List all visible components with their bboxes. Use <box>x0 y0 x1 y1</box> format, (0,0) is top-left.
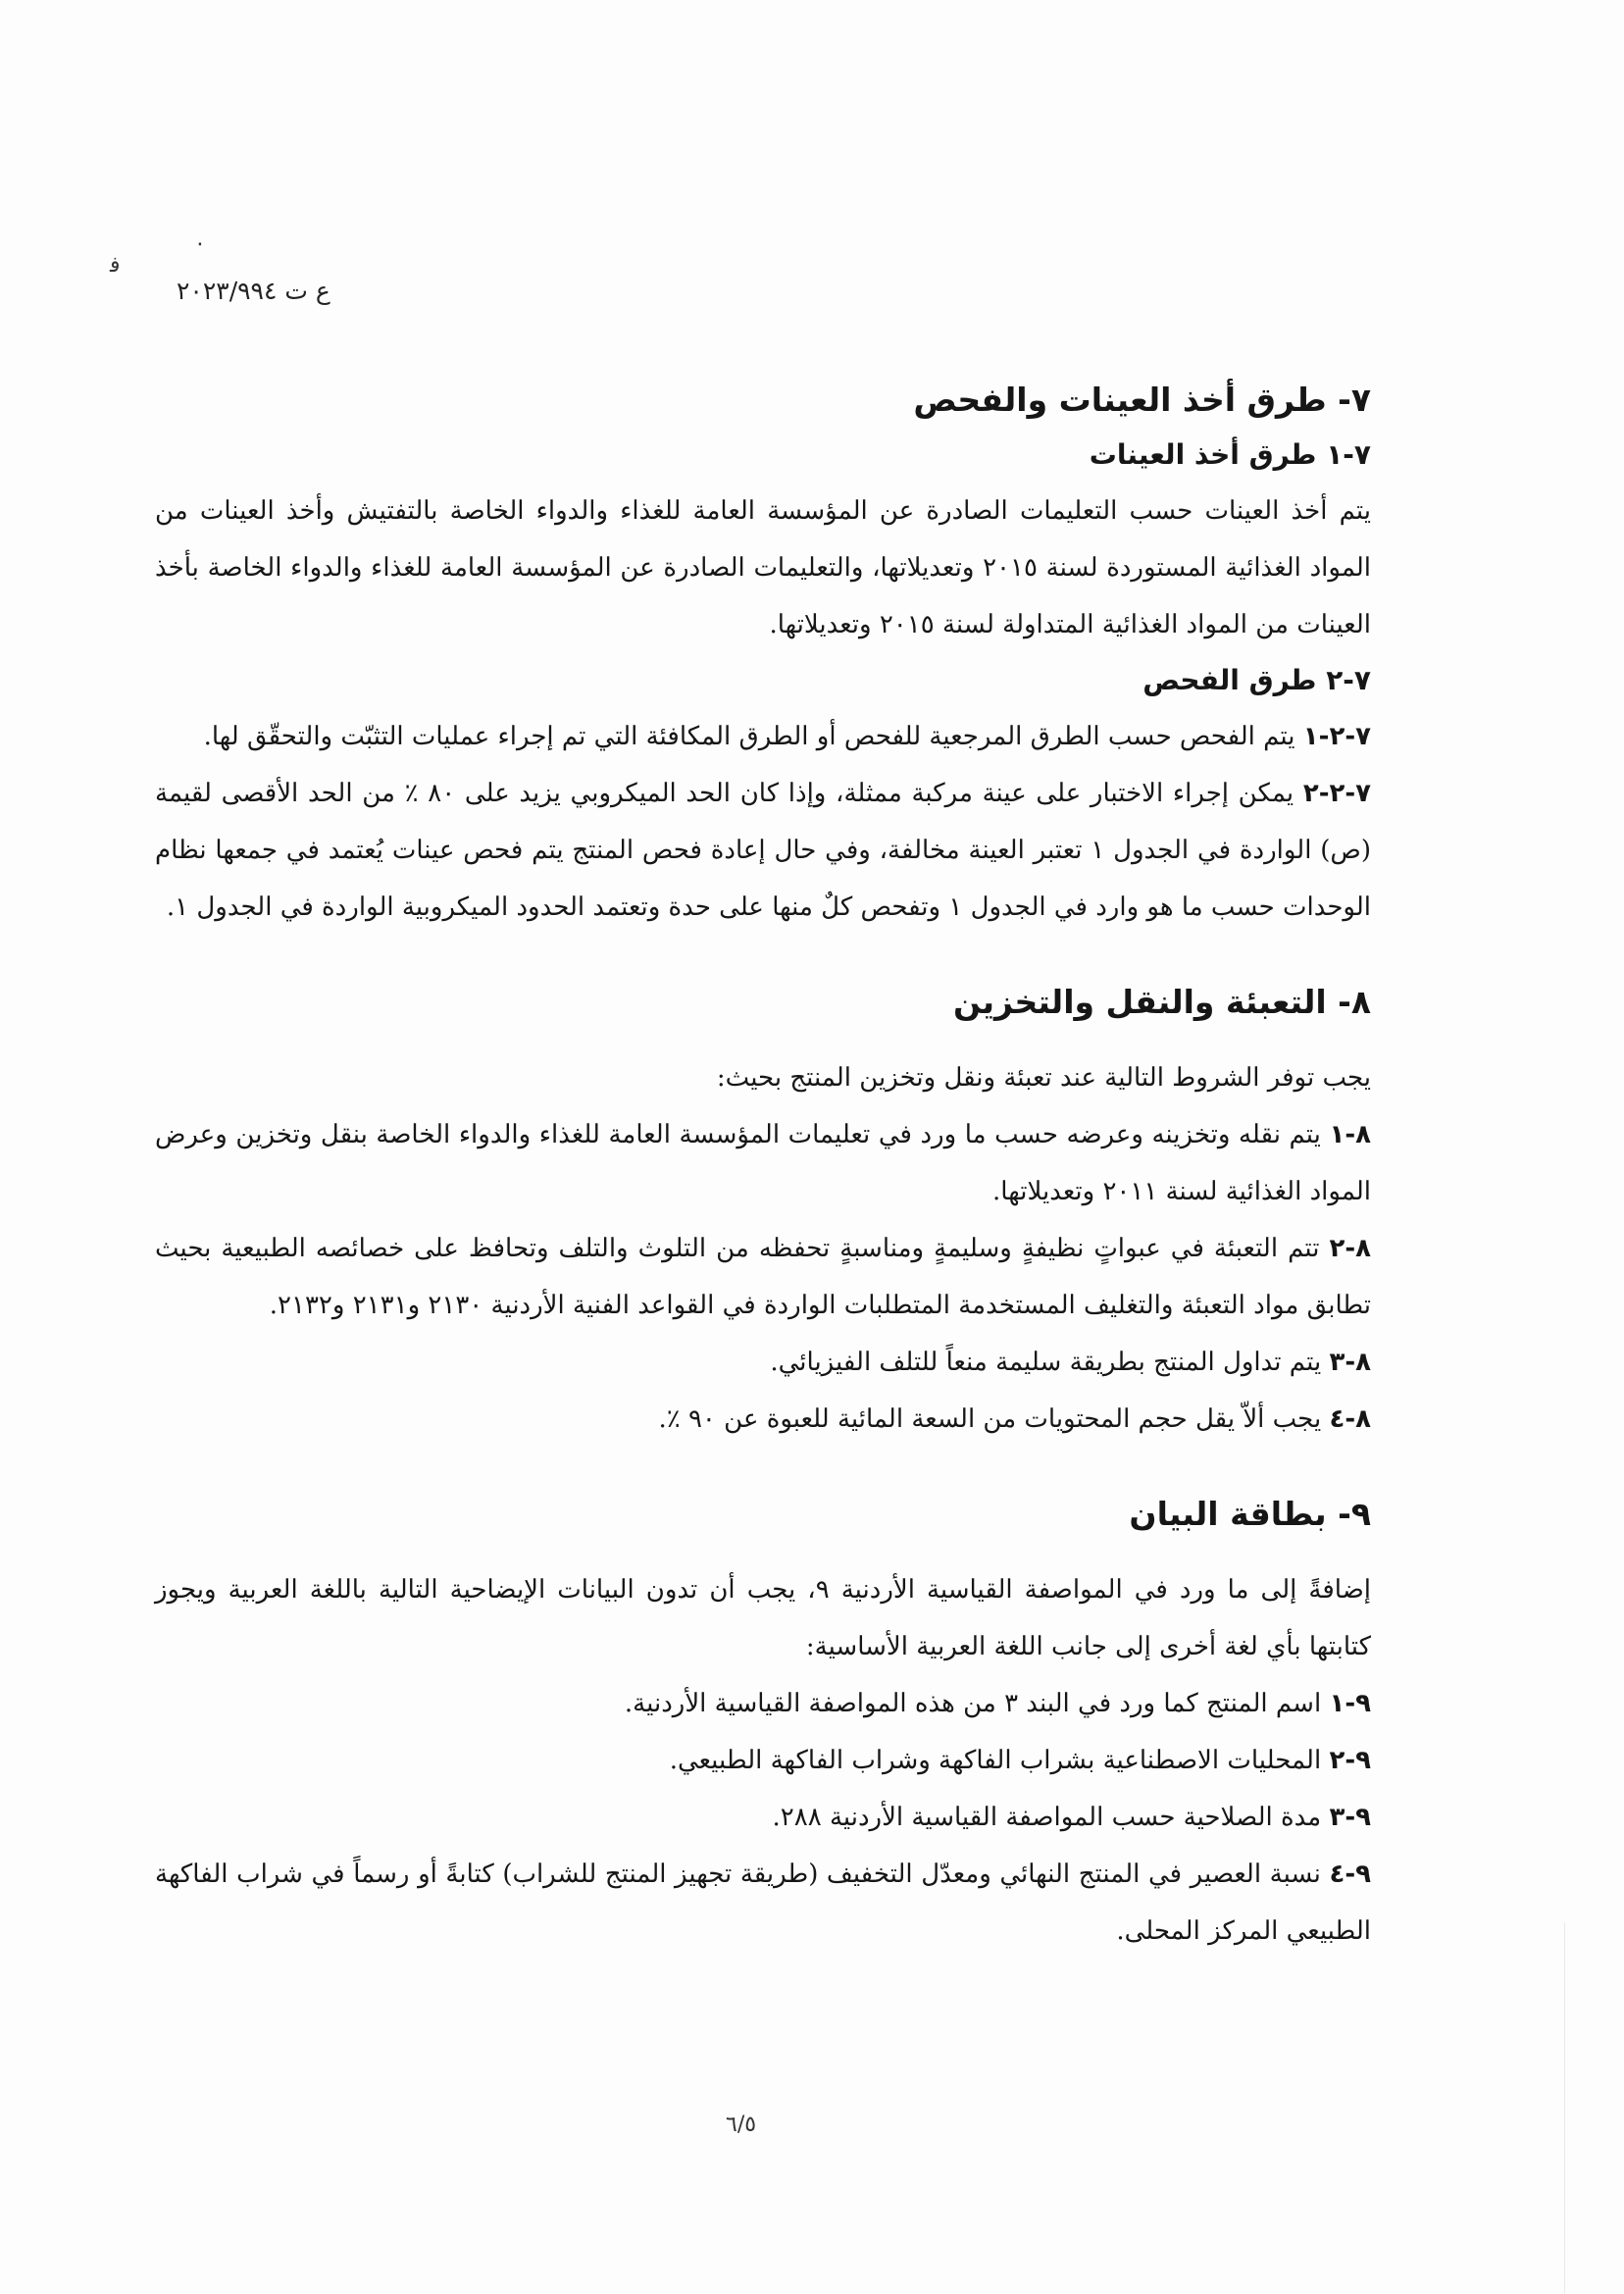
clause-number: ٨-٣ <box>1329 1348 1371 1377</box>
clause-7-2-1 <box>155 708 1371 765</box>
section-9-intro: إضافةً إلى ما ورد في المواصفة القياسية الأردنية ٩، يجب أن تدون البيانات الإيضاحية التالية باللغة العربية ويجوز كتابتها بأي لغة أخرى إلى جانب اللغة العربية الأساسية: <box>155 1575 1371 1661</box>
clause-text: يمكن إجراء الاختبار على عينة مركبة ممثلة، وإذا كان الحد الميكروبي يزيد على ٨٠ ٪ من الحد الأقصى لقيمة (ص) الواردة في الجدول ١ تعتبر العينة مخالفة، وفي حال إعادة فحص المنتج يتم فحص عينات يُعتمد في جمعها نظام الوحدات حسب ما هو وارد في الجدول ١ وتفحص كلٌ منها على حدة وتعتمد الحدود الميكروبية الواردة في الجدول ١. <box>155 779 1371 922</box>
clause-8-3 <box>155 1334 1371 1391</box>
clause-text: المحليات الاصطناعية بشراب الفاكهة وشراب الفاكهة الطبيعي. <box>669 1746 1322 1775</box>
clause-text: يتم نقله وتخزينه وعرضه حسب ما ورد في تعليمات المؤسسة العامة للغذاء والدواء الخاصة بنقل وتخزين وعرض المواد الغذائية لسنة ٢٠١١ وتعديلاتها. <box>155 1120 1371 1206</box>
clause-7-2-2 <box>155 765 1371 936</box>
document-reference: ع ت ٢٠٢٣/٩٩٤ <box>177 277 330 305</box>
clause-number: ٩-٢ <box>1329 1746 1371 1775</box>
document-body <box>155 373 1371 1960</box>
clause-text: يتم تداول المنتج بطريقة سليمة منعاً للتلف الفيزيائي. <box>770 1348 1322 1377</box>
section-7-1-title: ٧-١ طرق أخذ العينات <box>1089 438 1371 471</box>
scan-speck-mark: ﻓ <box>110 253 121 278</box>
clause-number: ٩-٣ <box>1329 1803 1371 1832</box>
section-7-2-title: ٧-٢ طرق الفحص <box>1142 664 1371 696</box>
clause-text: نسبة العصير في المنتج النهائي ومعدّل التخفيف (طريقة تجهيز المنتج للشراب) كتابةً أو رسماً في شراب الفاكهة الطبيعي المركز المحلى. <box>155 1860 1371 1946</box>
clause-number: ٨-٤ <box>1329 1404 1371 1434</box>
section-8-title: ٨- التعبئة والنقل والتخزين <box>952 983 1371 1021</box>
clause-9-1 <box>155 1675 1371 1732</box>
clause-number: ٧-٢-٢ <box>1302 779 1372 808</box>
section-7-title: ٧- طرق أخذ العينات والفحص <box>913 381 1371 419</box>
scan-speck-dot: ٠ <box>194 231 206 256</box>
scan-edge-shadow <box>1564 1922 1624 2294</box>
clause-text: اسم المنتج كما ورد في البند ٣ من هذه المواصفة القياسية الأردنية. <box>624 1689 1322 1718</box>
clause-8-4 <box>155 1391 1371 1448</box>
clause-8-2 <box>155 1220 1371 1334</box>
clause-9-3 <box>155 1789 1371 1846</box>
clause-text: يجب ألاّ يقل حجم المحتويات من السعة المائية للعبوة عن ٩٠ ٪. <box>658 1404 1322 1434</box>
clause-number: ٧-٢-١ <box>1302 722 1371 751</box>
page-number: ٦/٥ <box>726 2113 757 2137</box>
clause-text: يتم الفحص حسب الطرق المرجعية للفحص أو الطرق المكافئة التي تم إجراء عمليات التثبّت والتحقّق لها. <box>203 722 1295 751</box>
section-9-title: ٩- بطاقة البيان <box>1129 1495 1371 1533</box>
clause-number: ٨-١ <box>1329 1120 1371 1149</box>
clause-9-4 <box>155 1846 1371 1960</box>
clause-number: ٩-٤ <box>1329 1860 1371 1889</box>
clause-number: ٨-٢ <box>1329 1234 1371 1263</box>
clause-9-2 <box>155 1732 1371 1789</box>
section-8-intro: يجب توفر الشروط التالية عند تعبئة ونقل وتخزين المنتج بحيث: <box>716 1063 1371 1093</box>
clause-text: تتم التعبئة في عبواتٍ نظيفةٍ وسليمةٍ ومناسبةٍ تحفظه من التلوث والتلف وتحافظ على خصائصه الطبيعية بحيث تطابق مواد التعبئة والتغليف المستخدمة المتطلبات الواردة في القواعد الفنية الأردنية ٢١٣٠ و٢١٣١ و٢١٣٢. <box>155 1234 1371 1320</box>
section-7-1-body: يتم أخذ العينات حسب التعليمات الصادرة عن المؤسسة العامة للغذاء والدواء الخاصة بالتفتيش وأخذ العينات من المواد الغذائية المستوردة لسنة ٢٠١٥ وتعديلاتها، والتعليمات الصادرة عن المؤسسة العامة للغذاء والدواء الخاصة بأخذ العينات من المواد الغذائية المتداولة لسنة ٢٠١٥ وتعديلاتها. <box>155 496 1371 639</box>
clause-text: مدة الصلاحية حسب المواصفة القياسية الأردنية ٢٨٨. <box>772 1803 1322 1832</box>
clause-8-1 <box>155 1106 1371 1220</box>
clause-number: ٩-١ <box>1329 1689 1371 1718</box>
